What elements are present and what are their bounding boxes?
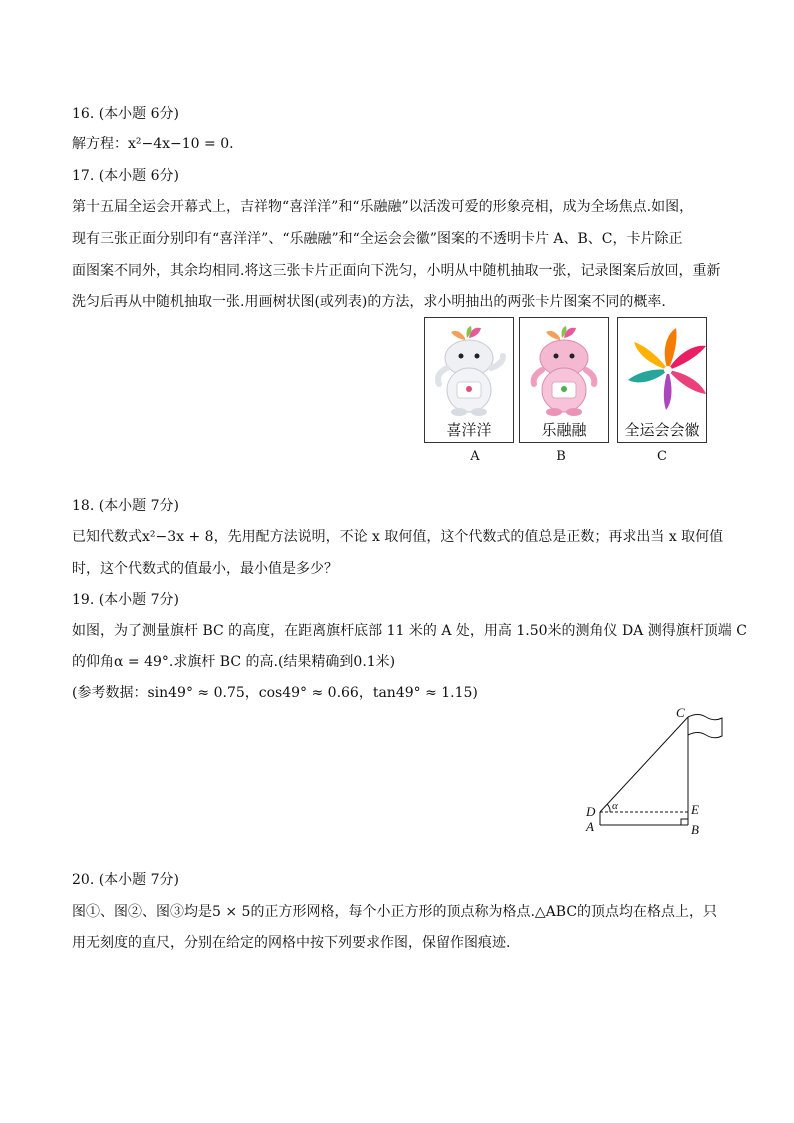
q18-header: 18. (本小题 7分) [72, 498, 179, 514]
segment-dc [600, 717, 688, 812]
card-b [519, 317, 609, 443]
q17-line-3: 面图案不同外，其余均相同.将这三张卡片正面向下洗匀，小明从中随机抽取一张，记录图案后放回，重新 [72, 263, 721, 279]
flag-icon [688, 715, 722, 738]
label-a: A [586, 819, 594, 834]
flagpole-diagram [580, 700, 730, 840]
label-c: C [676, 705, 685, 720]
q19-line-1: 如图，为了测量旗杆 BC 的高度，在距离旗杆底部 11 米的 A 处，用高 1.50米的测角仪 DA 测得旗杆顶端 C [72, 623, 747, 639]
label-b: B [691, 822, 699, 837]
q19-header: 19. (本小题 7分) [72, 592, 179, 608]
q17-line-2: 现有三张正面分别印有“喜洋洋”、“乐融融”和“全运会会徽”图案的不透明卡片 A、B、C，卡片除正 [72, 231, 683, 247]
label-alpha: α [612, 800, 618, 812]
q17-line-1: 第十五届全运会开幕式上，吉祥物“喜洋洋”和“乐融融”以活泼可爱的形象亮相，成为全场焦点.如图， [72, 199, 694, 215]
mascot-xiyangyang-image [425, 318, 513, 418]
card-c [617, 317, 707, 443]
card-b-letter: B [556, 449, 566, 464]
card-b-caption: 乐融融 [541, 421, 587, 439]
q19-line-2: 的仰角α = 49°.求旗杆 BC 的高.(结果精确到0.1米) [72, 654, 396, 670]
q18-line-1: 已知代数式x²−3x + 8，先用配方法说明，不论 x 取何值，这个代数式的值总是正数；再求出当 x 取何值 [72, 529, 724, 545]
q18-line-2: 时，这个代数式的值最小，最小值是多少？ [72, 561, 338, 577]
q20-line-1: 图①、图②、图③均是5 × 5的正方形网格，每个小正方形的顶点称为格点.△ABC的顶点均在格点上，只 [72, 904, 718, 920]
q16-equation: 解方程：x²−4x−10 = 0. [72, 136, 234, 152]
card-a-letter: A [470, 449, 480, 464]
label-e: E [691, 802, 699, 817]
q20-header: 20. (本小题 7分) [72, 872, 179, 888]
angle-alpha-arc [607, 804, 610, 812]
right-angle-mark [681, 819, 688, 825]
q17-line-4: 洗匀后再从中随机抽取一张.用画树状图(或列表)的方法，求小明抽出的两张卡片图案不同的概率. [72, 294, 666, 310]
games-emblem-image [618, 318, 718, 418]
q16-header: 16. (本小题 6分) [72, 106, 179, 122]
q17-header: 17. (本小题 6分) [72, 168, 179, 184]
label-d: D [586, 804, 596, 819]
mascot-lerongrong-image [520, 318, 608, 418]
q19-reference: (参考数据：sin49° ≈ 0.75，cos49° ≈ 0.66，tan49° ≈ 1.15) [72, 685, 478, 701]
q20-line-2: 用无刻度的直尺，分别在给定的网格中按下列要求作图，保留作图痕迹. [72, 935, 511, 951]
card-c-caption: 全运会会徽 [624, 421, 700, 439]
card-a [424, 317, 514, 443]
card-c-letter: C [657, 449, 667, 464]
card-a-caption: 喜洋洋 [446, 421, 492, 439]
